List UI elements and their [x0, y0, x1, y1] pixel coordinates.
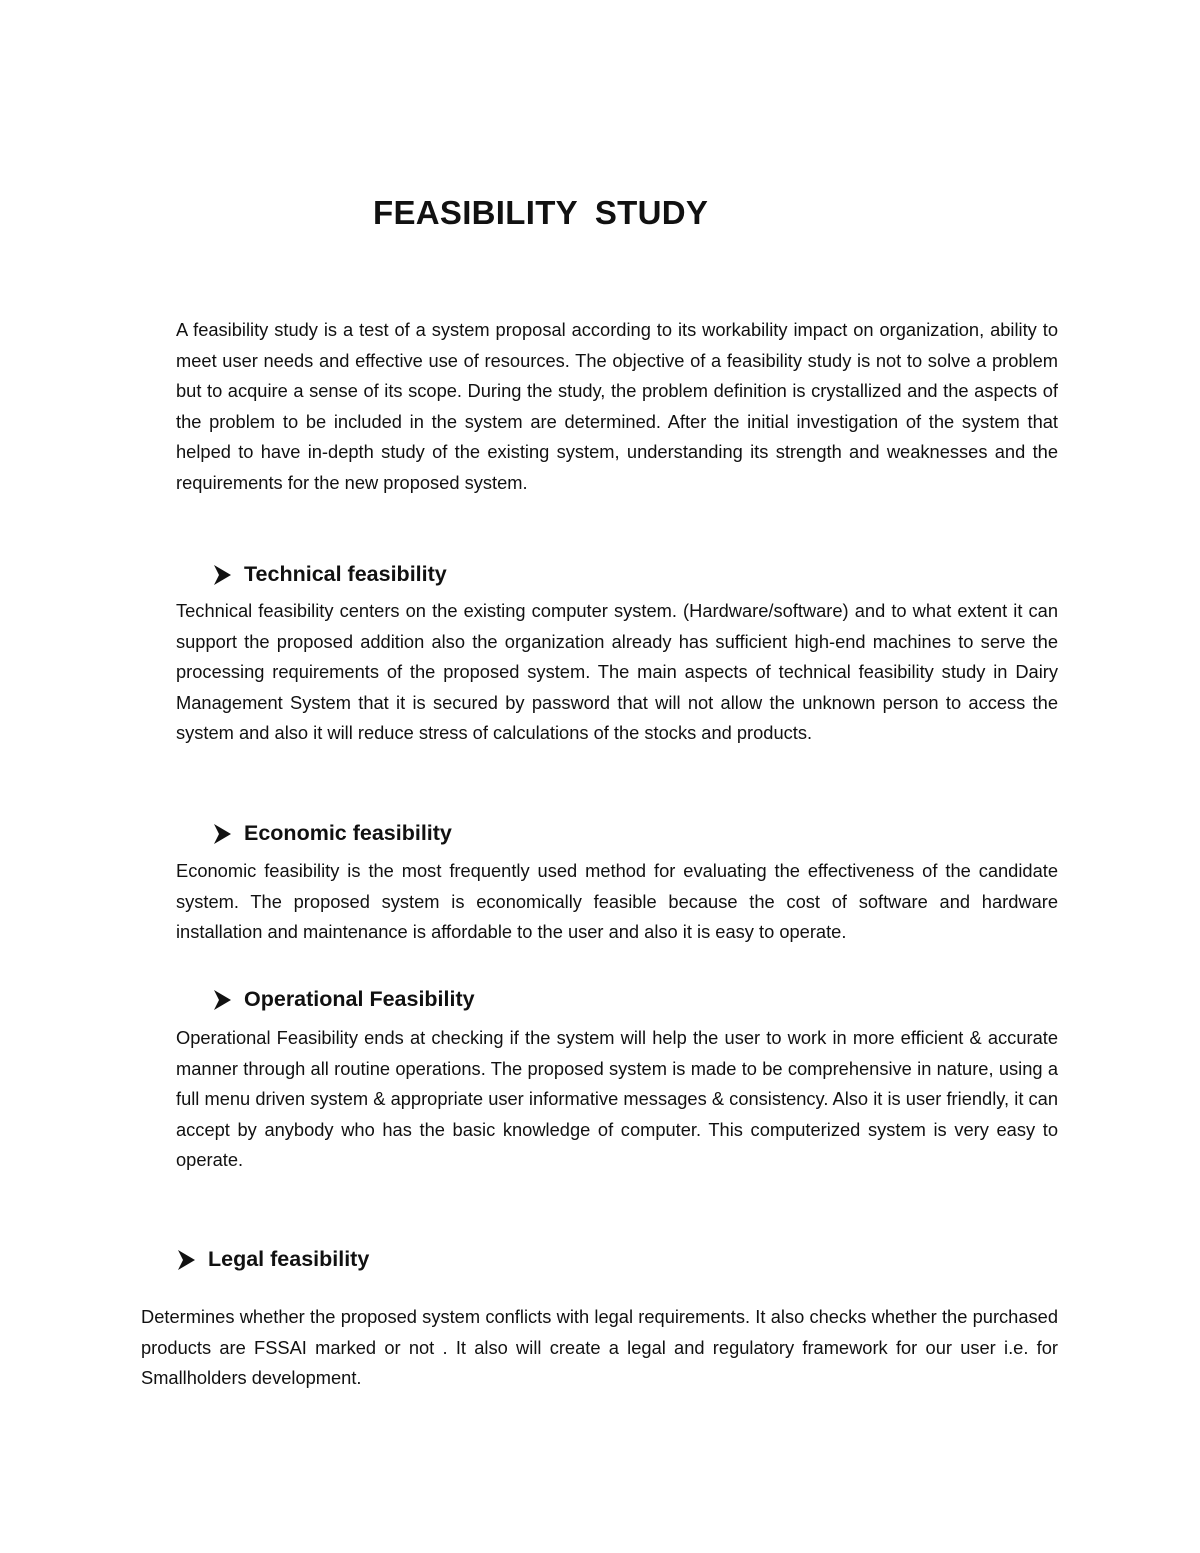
- page-title: FEASIBILITY STUDY: [373, 194, 709, 231]
- section-heading-label: Economic feasibility: [244, 821, 452, 845]
- arrowhead-bullet-icon: [212, 989, 232, 1011]
- section-body-legal: Determines whether the proposed system conflicts with legal requirements. It also checks whether the purchased products are FSSAI marked or not . It also will create a legal and regulatory framework for our user i.e. for Smallholders development.: [141, 1306, 1058, 1389]
- arrowhead-bullet-icon: [212, 564, 232, 586]
- section-body-technical: Technical feasibility centers on the existing computer system. (Hardware/software) and to what extent it can support the proposed addition also the organization already has sufficient high-end machines to serve the processing requirements of the proposed system. The main aspects of technical feasibility study in Dairy Management System that it is secured by password that will not allow the unknown person to access the system and also it will reduce stress of calculations of the stocks and products.: [176, 600, 1058, 744]
- section-heading-label: Legal feasibility: [208, 1247, 370, 1271]
- section-heading-legal: [176, 1247, 369, 1272]
- section-heading-technical: [212, 562, 447, 587]
- arrowhead-bullet-icon: [176, 1249, 196, 1271]
- section-body-economic: Economic feasibility is the most frequently used method for evaluating the effectiveness of the candidate system. The proposed system is economically feasible because the cost of software and hardware installation and maintenance is affordable to the user and also it is easy to operate.: [176, 860, 1058, 943]
- section-heading-economic: [212, 821, 452, 846]
- section-heading-operational: [212, 987, 475, 1012]
- section-heading-label: Operational Feasibility: [244, 987, 475, 1011]
- section-body-operational: Operational Feasibility ends at checking if the system will help the user to work in more efficient & accurate manner through all routine operations. The proposed system is made to be comprehensive in nature, using a full menu driven system & appropriate user informative messages & consistency. Also it is user friendly, it can accept by anybody who has the basic knowledge of computer. This computerized system is very easy to operate.: [176, 1027, 1058, 1171]
- arrowhead-bullet-icon: [212, 823, 232, 845]
- section-heading-label: Technical feasibility: [244, 562, 447, 586]
- intro-paragraph: A feasibility study is a test of a system proposal according to its workability impact on organization, ability to meet user needs and effective use of resources. The objective of a feasibility study is not to solve a problem but to acquire a sense of its scope. During the study, the problem definition is crystallized and the aspects of the problem to be included in the system are determined. After the initial investigation of the system that helped to have in-depth study of the existing system, understanding its strength and weaknesses and the requirements for the new proposed system.: [176, 319, 1058, 493]
